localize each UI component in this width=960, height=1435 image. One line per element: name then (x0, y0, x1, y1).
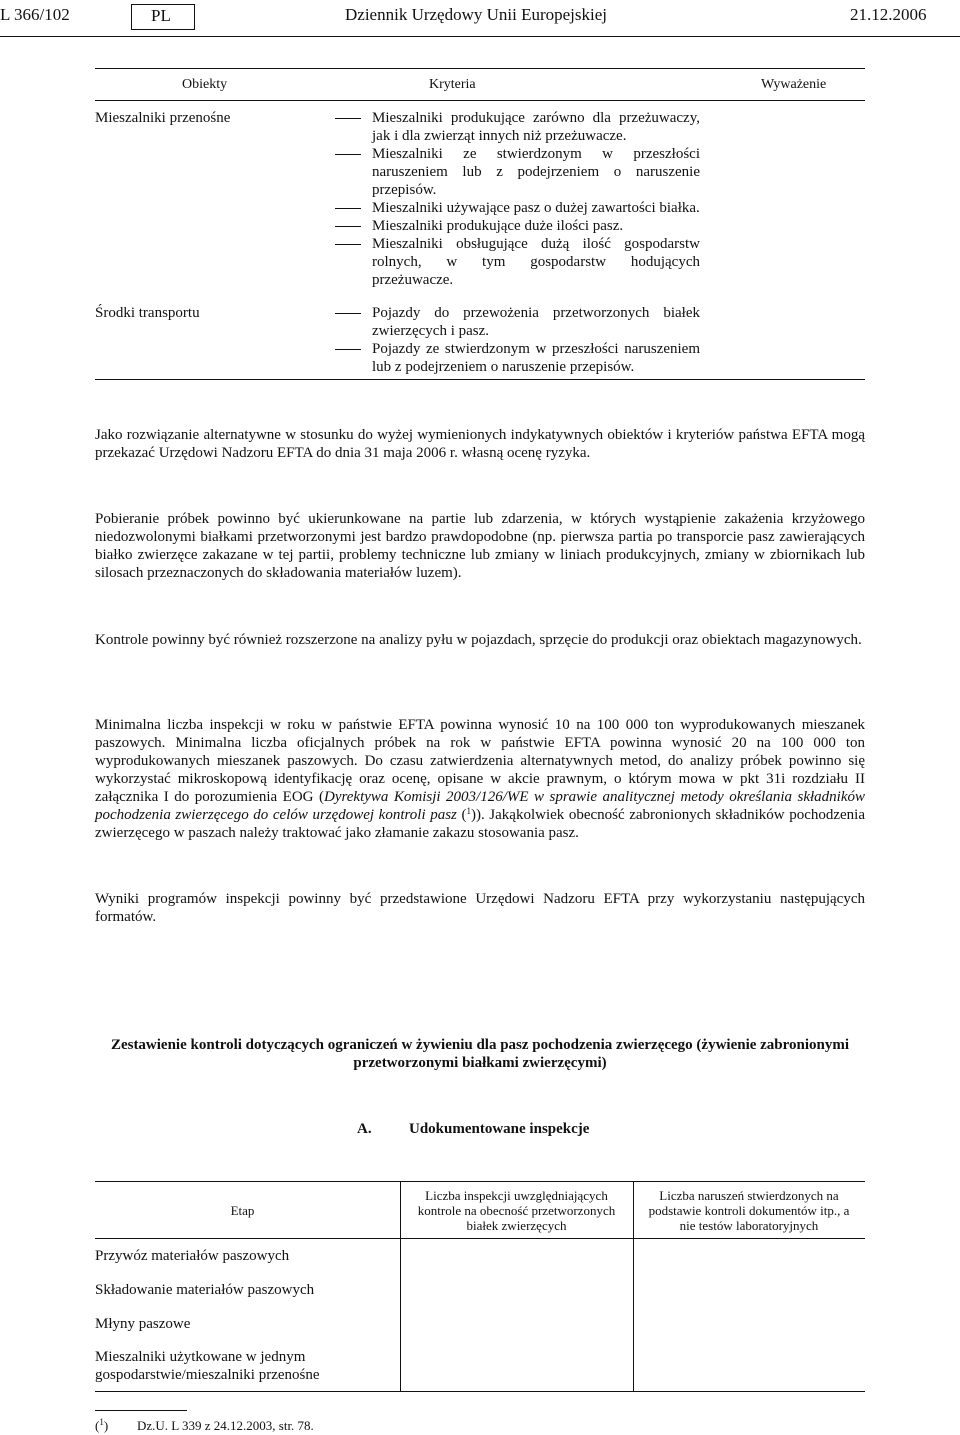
header-weighting: Wyważenie (761, 77, 827, 92)
criteria-item: Mieszalniki obsługujące dużą ilość gospodarstw rolnych, w tym gospodarstw hodujących przeżuwacze. (335, 235, 700, 289)
criteria-item: Pojazdy ze stwierdzonym w przeszłości naruszeniem lub z podejrzeniem o naruszenie przepisów. (335, 340, 700, 376)
table-row-label: Składowanie materiałów paszowych (95, 1282, 315, 1298)
dash-marker (335, 118, 361, 119)
criteria-item: Mieszalniki produkujące duże ilości pasz. (335, 217, 700, 235)
dash-marker (335, 154, 361, 155)
criteria-item: Mieszalniki produkujące zarówno dla przeżuwaczy, jak i dla zwierząt innych niż przeżuwacze. (335, 109, 700, 145)
journal-title: Dziennik Urzędowy Unii Europejskiej (345, 5, 608, 24)
column-header-stage: Etap (230, 1202, 255, 1218)
table-row-label: Mieszalniki użytkowane w jednym gospodarstwie/mieszalniki przenośne (95, 1349, 320, 1383)
criteria-row (95, 289, 865, 376)
dash-marker (335, 349, 361, 350)
footnote-reference: 1 (466, 806, 471, 816)
criteria-list (335, 304, 700, 376)
table-row-label: Młyny paszowe (95, 1316, 191, 1332)
object-label: Środki transportu (95, 305, 200, 321)
inspections-table (95, 1181, 865, 1392)
dash-marker (335, 208, 361, 209)
header-objects: Obiekty (182, 77, 228, 92)
paragraph-sampling: Pobieranie próbek powinno być ukierunkowane na partie lub zdarzenia, w których wystąpienie zakażenia krzyżowego niedozwolonymi białkami przetworzonymi jest bardzo prawdopodobne (np. pierwsza partia po transporcie pasz zawierających białko zwierzęce zakazane w tej partii, problemy techniczne lub zmiany w liniach produkcyjnych, zmiany w zbiornikach lub silosach przeznaczonych do składowania materiałów luzem). (95, 511, 865, 581)
dash-marker (335, 313, 361, 314)
column-header-violations-count: Liczba naruszeń stwierdzonych na podstawie kontroli dokumentów itp., a nie testów laboratoryjnych (648, 1187, 850, 1233)
directive-reference: Dyrektywa Komisji 2003/126/WE w sprawie analitycznej metody określania składników pochodzenia zwierzęcego do celów urzędowej kontroli pasz (95, 789, 865, 823)
column-divider (633, 1182, 634, 1391)
paragraph-reporting: Wyniki programów inspekcji powinny być przedstawione Urzędowi Nadzoru EFTA przy wykorzystaniu następujących formatów. (95, 891, 865, 925)
subtitle-text: Udokumentowane inspekcje (409, 1121, 590, 1137)
footnote-rule (95, 1410, 187, 1411)
dash-marker (335, 244, 361, 245)
criteria-table-bottom-rule (95, 379, 865, 380)
paragraph-minimum-inspections: Minimalna liczba inspekcji w roku w państwie EFTA powinna wynosić 10 na 100 000 ton wyprodukowanych mieszanek paszowych. Minimalna liczba oficjalnych próbek na rok w państwie EFTA powinna wynosić 20 na 100 000 ton wyprodukowanych mieszanek paszowych. Do czasu zatwierdzenia alternatywnych metod, do analizy próbek powinno się wykorzystać mikroskopową identyfikację oraz ocenę, opisane w akcie prawnym, o którym mowa w pkt 31i rozdziału II załącznika I do porozumienia EOG (Dyrektywa Komisji 2003/126/WE w sprawie analitycznej metody określania składników pochodzenia zwierzęcego do celów urzędowej kontroli pasz ($^1$)). Jakąkolwiek obecność zabronionych składników pochodzenia zwierzęcego w paszach należy traktować jako złamanie zakazu stosowania pasz. (95, 717, 865, 841)
footnote: ($^1$) Dz.U. L 339 z 24.12.2003, str. 78. (95, 1417, 314, 1433)
dash-marker (335, 226, 361, 227)
paragraph-dust-analysis: Kontrole powinny być również rozszerzone na analizy pyłu w pojazdach, sprzęcie do produkcji oraz obiektach magazynowych. (95, 632, 862, 648)
page-header (0, 4, 960, 28)
footnote-number: 1 (99, 1417, 104, 1427)
column-header-inspections-count: Liczba inspekcji uwzględniających kontrole na obecność przetworzonych białek zwierzęcych (417, 1187, 616, 1233)
criteria-item: Mieszalniki używające pasz o dużej zawartości białka. (335, 199, 700, 217)
column-divider (400, 1182, 401, 1391)
publication-date: 21.12.2006 (850, 5, 927, 24)
page-reference: L 366/102 (0, 5, 70, 24)
criteria-table (95, 68, 865, 380)
criteria-item: Mieszalniki ze stwierdzonym w przeszłości naruszeniem lub z podejrzeniem o naruszenie przepisów. (335, 145, 700, 199)
header-criteria: Kryteria (429, 77, 476, 92)
language-code: PL (151, 6, 171, 25)
criteria-item: Pojazdy do przewożenia przetworzonych białek zwierzęcych i pasz. (335, 304, 700, 340)
object-label: Mieszalniki przenośne (95, 110, 231, 126)
section-title: Zestawienie kontroli dotyczących ograniczeń w żywieniu dla pasz pochodzenia zwierzęcego (żywienie zabronionymi przetworzonymi białkami zwierzęcymi) (110, 1037, 850, 1071)
footnote-text: Dz.U. L 339 z 24.12.2003, str. 78. (137, 1418, 314, 1433)
criteria-row (95, 101, 865, 289)
subtitle-letter: A. (357, 1121, 372, 1137)
table-row-label: Przywóz materiałów paszowych (95, 1248, 290, 1264)
criteria-list (335, 109, 700, 289)
paragraph-risk-assessment: Jako rozwiązanie alternatywne w stosunku do wyżej wymienionych indykatywnych obiektów i kryteriów państwa EFTA mogą przekazać Urzędowi Nadzoru EFTA do dnia 31 maja 2006 r. własną ocenę ryzyka. (95, 427, 865, 461)
criteria-table-header (95, 68, 865, 101)
header-rule (0, 36, 960, 37)
language-box (131, 4, 195, 30)
header-divider (95, 1238, 865, 1239)
